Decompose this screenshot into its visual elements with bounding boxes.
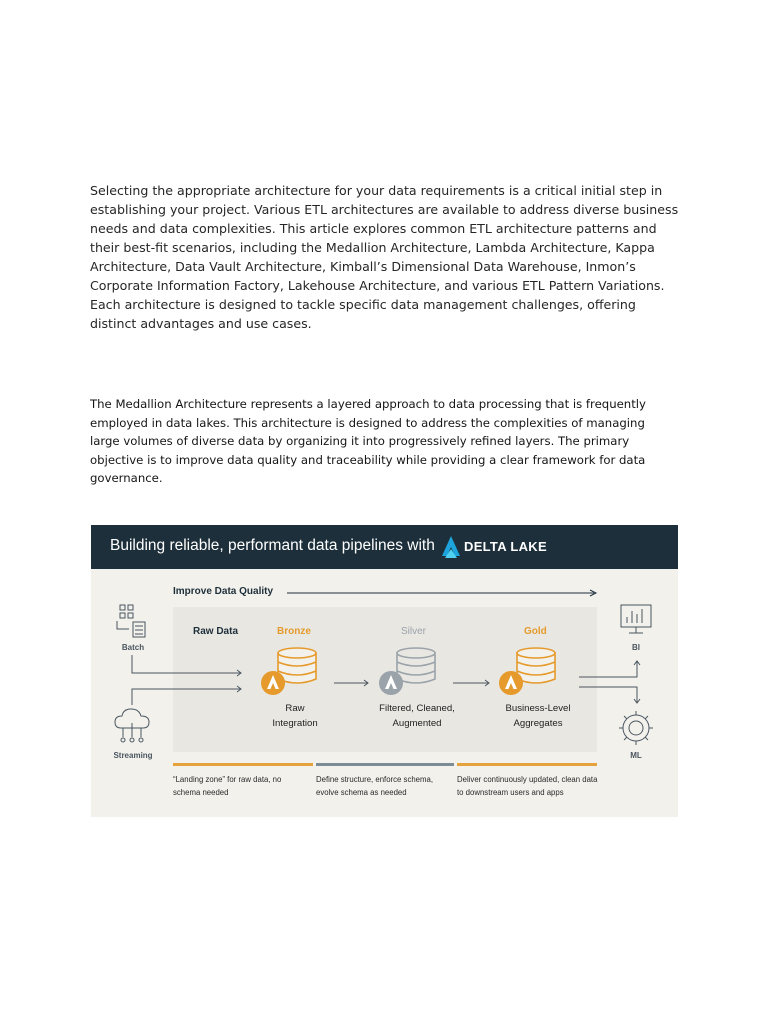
batch-label: Batch (121, 643, 145, 652)
input-arrows (132, 655, 241, 705)
improve-quality-arrow (287, 590, 596, 596)
ml-label: ML (630, 751, 642, 760)
bronze-to-silver-arrow (334, 680, 368, 686)
bronze-footnote: “Landing zone” for raw data, no schema needed (173, 775, 282, 797)
batch-icon (117, 605, 145, 637)
silver-to-gold-arrow (453, 680, 489, 686)
brand-name: DELTA LAKE (464, 539, 547, 554)
silver-description-line1: Filtered, Cleaned, (379, 703, 455, 714)
bronze-description-line2: Integration (272, 718, 318, 729)
bronze-divider (173, 763, 313, 766)
bronze-description (259, 701, 331, 731)
stage-gold-label: Gold (524, 626, 547, 637)
silver-divider (316, 763, 454, 766)
improve-quality-label: Improve Data Quality (173, 586, 274, 597)
output-arrows (579, 661, 640, 703)
silver-description (357, 701, 477, 731)
intro-paragraph: Selecting the appropriate architecture for your data requirements is a critical initial step in establishing your project. Various ETL architectures are available to address diverse business needs and data complexities. This article explores common ETL architecture patterns and their best-fit scenarios, including the Medallion Architecture, Lambda Architecture, Kappa Architecture, Data Vault Architecture, Kimball’s Dimensional Data Warehouse, Inmon’s Corporate Information Factory, Lakehouse Architecture, and various ETL Pattern Variations. Each architecture is designed to tackle specific data management challenges, offering distinct advantages and use cases. (90, 183, 679, 331)
bi-label: BI (632, 643, 640, 652)
gold-footnote: Deliver continuously updated, clean data to downstream users and apps (457, 775, 598, 797)
gold-cylinder-icon (517, 648, 555, 683)
medallion-architecture-figure (91, 525, 678, 817)
figure-title: Building reliable, performant data pipelines with (110, 537, 435, 554)
bronze-delta-icon (261, 671, 285, 695)
bronze-description-line1: Raw (285, 703, 305, 714)
gold-description-line2: Aggregates (513, 718, 563, 729)
silver-description-line2: Augmented (392, 718, 442, 729)
streaming-icon (115, 709, 149, 742)
bi-dashboard-icon (621, 605, 651, 633)
medallion-paragraph: The Medallion Architecture represents a layered approach to data processing that is frequently employed in data lakes. This architecture is designed to address the complexities of managing large volumes of diverse data by organizing it into progressively refined layers. The primary objective is to improve data quality and traceability while providing a clear framework for data governance. (90, 397, 646, 486)
raw-data-label: Raw Data (193, 626, 239, 637)
silver-cylinder-icon (397, 648, 435, 683)
silver-footnote: Define structure, enforce schema, evolve schema as needed (316, 775, 434, 797)
gold-delta-icon (499, 671, 523, 695)
stage-bronze-label: Bronze (277, 626, 311, 637)
gold-divider (457, 763, 597, 766)
gold-description (483, 701, 593, 731)
silver-delta-icon (379, 671, 403, 695)
stage-silver-label: Silver (401, 626, 427, 637)
ml-gear-icon (619, 711, 653, 745)
gold-description-line1: Business-Level (505, 703, 571, 714)
streaming-label: Streaming (113, 751, 153, 760)
